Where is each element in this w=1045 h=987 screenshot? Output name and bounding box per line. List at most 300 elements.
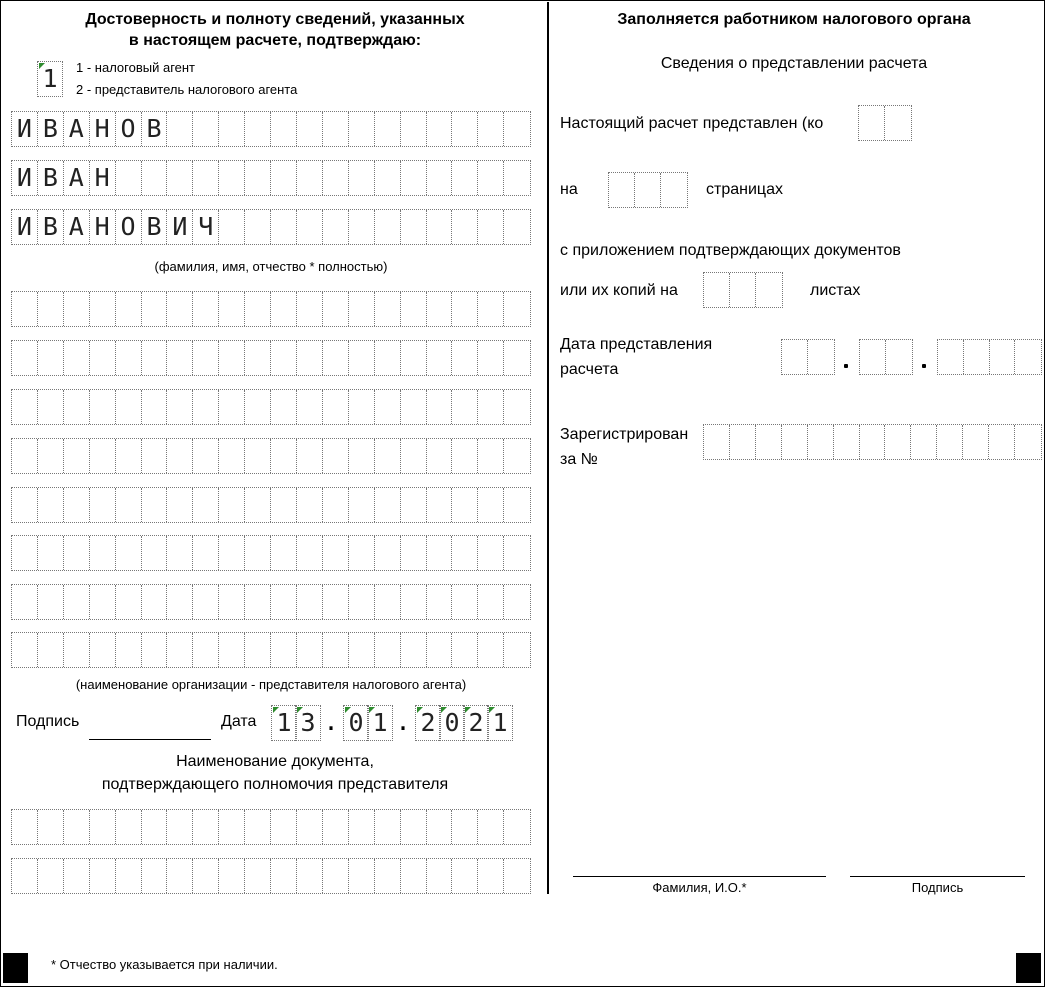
char-cell (478, 292, 504, 326)
char-cell (12, 390, 38, 424)
submission-month-field[interactable] (859, 339, 913, 375)
char-cell (375, 859, 401, 893)
submission-code-field[interactable] (858, 105, 912, 141)
char-cell (323, 488, 349, 522)
char-cell (323, 859, 349, 893)
fio-caption: (фамилия, имя, отчество * полностью) (154, 259, 388, 274)
char-cell (349, 341, 375, 375)
date-separator: . (395, 707, 411, 736)
char-cell (323, 439, 349, 473)
date-label: Дата (221, 713, 257, 730)
char-cell (297, 488, 323, 522)
char-cell (219, 633, 245, 667)
char-cell (323, 341, 349, 375)
char-cell (245, 536, 271, 570)
char-cell (116, 488, 142, 522)
char-cell (116, 292, 142, 326)
char-cell (245, 585, 271, 619)
char-cell (271, 810, 297, 844)
char-cell (478, 210, 504, 244)
char-cell (38, 292, 64, 326)
year-cell (990, 340, 1016, 374)
char-cell (297, 292, 323, 326)
char-cell (504, 488, 530, 522)
char-cell (12, 585, 38, 619)
char-cell: Н (90, 161, 116, 195)
char-cell (963, 425, 989, 459)
sheets-cell (704, 273, 730, 307)
year-cell (1015, 340, 1041, 374)
char-cell (64, 585, 90, 619)
char-cell (349, 859, 375, 893)
officer-signature-caption: Подпись (911, 880, 964, 895)
char-cell (427, 859, 453, 893)
date-separator (844, 364, 848, 368)
char-cell (193, 161, 219, 195)
char-cell (375, 810, 401, 844)
char-cell (64, 439, 90, 473)
officer-name-line[interactable] (573, 876, 826, 877)
attachments-line2: или их копий на (560, 282, 678, 299)
char-cell (12, 810, 38, 844)
char-cell (452, 161, 478, 195)
char-cell (323, 161, 349, 195)
char-cell (38, 585, 64, 619)
char-cell (245, 810, 271, 844)
char-cell (271, 112, 297, 146)
char-cell (297, 536, 323, 570)
char-cell (90, 810, 116, 844)
first-name-field[interactable] (11, 160, 531, 196)
org-name-row-8[interactable] (11, 632, 531, 668)
patronymic-field[interactable] (11, 209, 531, 245)
char-cell (452, 341, 478, 375)
char-cell (452, 633, 478, 667)
char-cell (245, 112, 271, 146)
char-cell (478, 585, 504, 619)
month-cell (886, 340, 912, 374)
char-cell (349, 810, 375, 844)
date-separator: . (323, 707, 339, 736)
char-cell (116, 859, 142, 893)
char-cell (90, 536, 116, 570)
char-cell (349, 161, 375, 195)
char-cell (401, 536, 427, 570)
registration-number-field[interactable] (703, 424, 1042, 460)
char-cell (167, 536, 193, 570)
char-cell (167, 859, 193, 893)
char-cell (427, 210, 453, 244)
doc-title-line2: подтверждающего полномочия представителя (101, 776, 449, 793)
char-cell (478, 810, 504, 844)
char-cell (297, 585, 323, 619)
char-cell (142, 585, 168, 619)
char-cell (375, 390, 401, 424)
doc-title-line1: Наименование документа, (176, 753, 374, 770)
char-cell: В (38, 112, 64, 146)
char-cell (478, 341, 504, 375)
char-cell (401, 488, 427, 522)
char-cell: В (38, 161, 64, 195)
submission-date-label-line1: Дата представления (560, 336, 713, 353)
char-cell (504, 439, 530, 473)
char-cell (38, 633, 64, 667)
org-name-row-4[interactable] (11, 438, 531, 474)
char-cell (730, 425, 756, 459)
char-cell (452, 536, 478, 570)
char-cell: Н (90, 112, 116, 146)
char-cell (911, 425, 937, 459)
char-cell (38, 859, 64, 893)
char-cell (219, 210, 245, 244)
char-cell (116, 161, 142, 195)
date-digit-cell: 1 (271, 705, 297, 741)
char-cell (504, 585, 530, 619)
char-cell (245, 341, 271, 375)
char-cell (64, 633, 90, 667)
char-cell (834, 425, 860, 459)
char-cell (167, 112, 193, 146)
registered-label-line2: за № (560, 451, 598, 468)
char-cell (349, 112, 375, 146)
date-digit-cell: 1 (487, 705, 513, 741)
char-cell (375, 210, 401, 244)
char-cell (427, 439, 453, 473)
char-cell (116, 633, 142, 667)
date-field[interactable] (271, 705, 531, 741)
char-cell: И (12, 210, 38, 244)
char-cell (271, 536, 297, 570)
char-cell (452, 210, 478, 244)
char-cell (64, 292, 90, 326)
char-cell (452, 292, 478, 326)
char-cell (427, 633, 453, 667)
org-name-row-3[interactable] (11, 389, 531, 425)
char-cell (504, 859, 530, 893)
char-cell (245, 161, 271, 195)
char-cell (142, 292, 168, 326)
char-cell (401, 859, 427, 893)
char-cell (12, 439, 38, 473)
char-cell (401, 585, 427, 619)
char-cell (297, 341, 323, 375)
org-name-row-1[interactable] (11, 291, 531, 327)
char-cell (401, 112, 427, 146)
char-cell (427, 536, 453, 570)
char-cell (90, 439, 116, 473)
char-cell (64, 859, 90, 893)
char-cell (375, 112, 401, 146)
pages-label: страницах (706, 181, 783, 198)
char-cell: Н (90, 210, 116, 244)
char-cell (401, 439, 427, 473)
char-cell (504, 292, 530, 326)
submission-day-field[interactable] (781, 339, 835, 375)
char-cell (12, 536, 38, 570)
char-cell (297, 439, 323, 473)
signer-code-field[interactable] (37, 61, 63, 97)
char-cell (375, 439, 401, 473)
char-cell (219, 488, 245, 522)
char-cell (885, 425, 911, 459)
day-cell (808, 340, 834, 374)
char-cell (504, 341, 530, 375)
char-cell (504, 633, 530, 667)
char-cell (349, 210, 375, 244)
char-cell (193, 341, 219, 375)
char-cell (375, 633, 401, 667)
date-separator (922, 364, 926, 368)
char-cell (245, 633, 271, 667)
sheets-cell (756, 273, 782, 307)
pages-count-field[interactable] (608, 172, 688, 208)
char-cell (193, 859, 219, 893)
char-cell (349, 439, 375, 473)
char-cell (427, 585, 453, 619)
submission-subheading: Сведения о представлении расчета (660, 55, 928, 72)
sheets-label: листах (810, 282, 861, 299)
char-cell (504, 536, 530, 570)
char-cell (142, 536, 168, 570)
signature-label: Подпись (16, 713, 80, 730)
char-cell (375, 488, 401, 522)
officer-signature-line[interactable] (850, 876, 1025, 877)
char-cell (219, 112, 245, 146)
char-cell (860, 425, 886, 459)
char-cell (323, 112, 349, 146)
char-cell (297, 859, 323, 893)
char-cell: Ч (193, 210, 219, 244)
char-cell (167, 488, 193, 522)
char-cell (245, 292, 271, 326)
char-cell (271, 585, 297, 619)
char-cell (64, 810, 90, 844)
char-cell (38, 439, 64, 473)
org-name-row-6[interactable] (11, 535, 531, 571)
char-cell (504, 161, 530, 195)
char-cell (245, 859, 271, 893)
code-cell (885, 106, 911, 140)
char-cell (452, 390, 478, 424)
char-cell (219, 341, 245, 375)
char-cell (989, 425, 1015, 459)
sheets-count-field[interactable] (703, 272, 783, 308)
on-label: на (560, 181, 578, 198)
char-cell: И (12, 112, 38, 146)
char-cell (193, 439, 219, 473)
char-cell (167, 810, 193, 844)
char-cell (193, 536, 219, 570)
char-cell (64, 488, 90, 522)
surname-field[interactable] (11, 111, 531, 147)
char-cell (704, 425, 730, 459)
char-cell (478, 488, 504, 522)
org-name-row-7[interactable] (11, 584, 531, 620)
char-cell (349, 292, 375, 326)
char-cell (297, 112, 323, 146)
char-cell (64, 536, 90, 570)
char-cell (756, 425, 782, 459)
doc-name-row-2[interactable] (11, 858, 531, 894)
tax-officer-heading: Заполняется работником налогового органа (617, 11, 971, 28)
option-representative: 2 - представитель налогового агента (76, 82, 298, 97)
char-cell (297, 390, 323, 424)
char-cell (427, 488, 453, 522)
char-cell (401, 292, 427, 326)
char-cell (64, 341, 90, 375)
char-cell (64, 390, 90, 424)
char-cell (401, 161, 427, 195)
org-name-row-5[interactable] (11, 487, 531, 523)
char-cell (271, 488, 297, 522)
char-cell (452, 859, 478, 893)
char-cell (142, 859, 168, 893)
year-cell (964, 340, 990, 374)
char-cell (478, 859, 504, 893)
char-cell (401, 210, 427, 244)
pages-cell (661, 173, 687, 207)
char-cell (142, 341, 168, 375)
char-cell (167, 633, 193, 667)
char-cell (12, 859, 38, 893)
char-cell (219, 536, 245, 570)
char-cell (245, 390, 271, 424)
org-name-row-2[interactable] (11, 340, 531, 376)
char-cell: И (167, 210, 193, 244)
char-cell (323, 536, 349, 570)
char-cell (193, 633, 219, 667)
char-cell (90, 585, 116, 619)
char-cell (219, 585, 245, 619)
char-cell (193, 810, 219, 844)
month-cell (860, 340, 886, 374)
char-cell: О (116, 210, 142, 244)
day-cell (782, 340, 808, 374)
char-cell (427, 390, 453, 424)
char-cell (219, 390, 245, 424)
char-cell (90, 292, 116, 326)
char-cell (38, 488, 64, 522)
char-cell (297, 633, 323, 667)
char-cell (349, 633, 375, 667)
char-cell (271, 859, 297, 893)
char-cell (427, 112, 453, 146)
char-cell (116, 536, 142, 570)
char-cell (937, 425, 963, 459)
char-cell (349, 585, 375, 619)
char-cell (375, 536, 401, 570)
officer-name-caption: Фамилия, И.О.* (652, 880, 747, 895)
char-cell (142, 439, 168, 473)
char-cell (427, 341, 453, 375)
column-divider (547, 2, 549, 894)
char-cell (90, 341, 116, 375)
char-cell (349, 390, 375, 424)
confirm-heading-line2: в настоящем расчете, подтверждаю: (128, 32, 422, 49)
char-cell (12, 633, 38, 667)
char-cell (401, 633, 427, 667)
doc-name-row-1[interactable] (11, 809, 531, 845)
char-cell (142, 161, 168, 195)
char-cell (478, 390, 504, 424)
char-cell (12, 292, 38, 326)
char-cell (271, 341, 297, 375)
char-cell (271, 210, 297, 244)
char-cell: И (12, 161, 38, 195)
char-cell (142, 488, 168, 522)
year-cell (938, 340, 964, 374)
char-cell (349, 488, 375, 522)
char-cell (401, 810, 427, 844)
char-cell (12, 341, 38, 375)
char-cell (375, 585, 401, 619)
char-cell: В (142, 112, 168, 146)
attachments-line1: с приложением подтверждающих документов (560, 242, 901, 259)
char-cell (323, 390, 349, 424)
char-cell (167, 439, 193, 473)
submission-date-label-line2: расчета (560, 361, 619, 378)
char-cell (427, 161, 453, 195)
scan-marker-right (1016, 953, 1041, 983)
char-cell: А (64, 112, 90, 146)
char-cell: А (64, 210, 90, 244)
signer-code-cell: 1 (38, 62, 62, 96)
signature-line[interactable] (89, 739, 211, 740)
char-cell (167, 161, 193, 195)
date-digit-cell: 2 (415, 705, 441, 741)
char-cell (167, 341, 193, 375)
char-cell (452, 810, 478, 844)
char-cell (116, 341, 142, 375)
char-cell (478, 536, 504, 570)
char-cell (142, 810, 168, 844)
char-cell (271, 633, 297, 667)
confirm-heading-line1: Достоверность и полноту сведений, указанных (85, 11, 465, 28)
char-cell (219, 810, 245, 844)
char-cell (38, 536, 64, 570)
char-cell (297, 161, 323, 195)
char-cell (323, 810, 349, 844)
submission-year-field[interactable] (937, 339, 1042, 375)
char-cell (478, 161, 504, 195)
char-cell (452, 112, 478, 146)
scan-marker-left (3, 953, 28, 983)
char-cell (219, 439, 245, 473)
char-cell (323, 292, 349, 326)
char-cell: А (64, 161, 90, 195)
char-cell (349, 536, 375, 570)
char-cell (297, 810, 323, 844)
char-cell (167, 292, 193, 326)
option-tax-agent: 1 - налоговый агент (76, 60, 196, 75)
char-cell (375, 341, 401, 375)
char-cell (1015, 425, 1041, 459)
char-cell (193, 390, 219, 424)
date-digit-cell: 2 (463, 705, 489, 741)
char-cell (142, 633, 168, 667)
date-digit-cell: 0 (439, 705, 465, 741)
char-cell (478, 112, 504, 146)
char-cell (401, 341, 427, 375)
char-cell: В (38, 210, 64, 244)
char-cell (427, 292, 453, 326)
char-cell (142, 390, 168, 424)
char-cell (90, 488, 116, 522)
char-cell (167, 390, 193, 424)
char-cell (271, 390, 297, 424)
char-cell (116, 810, 142, 844)
char-cell (193, 585, 219, 619)
